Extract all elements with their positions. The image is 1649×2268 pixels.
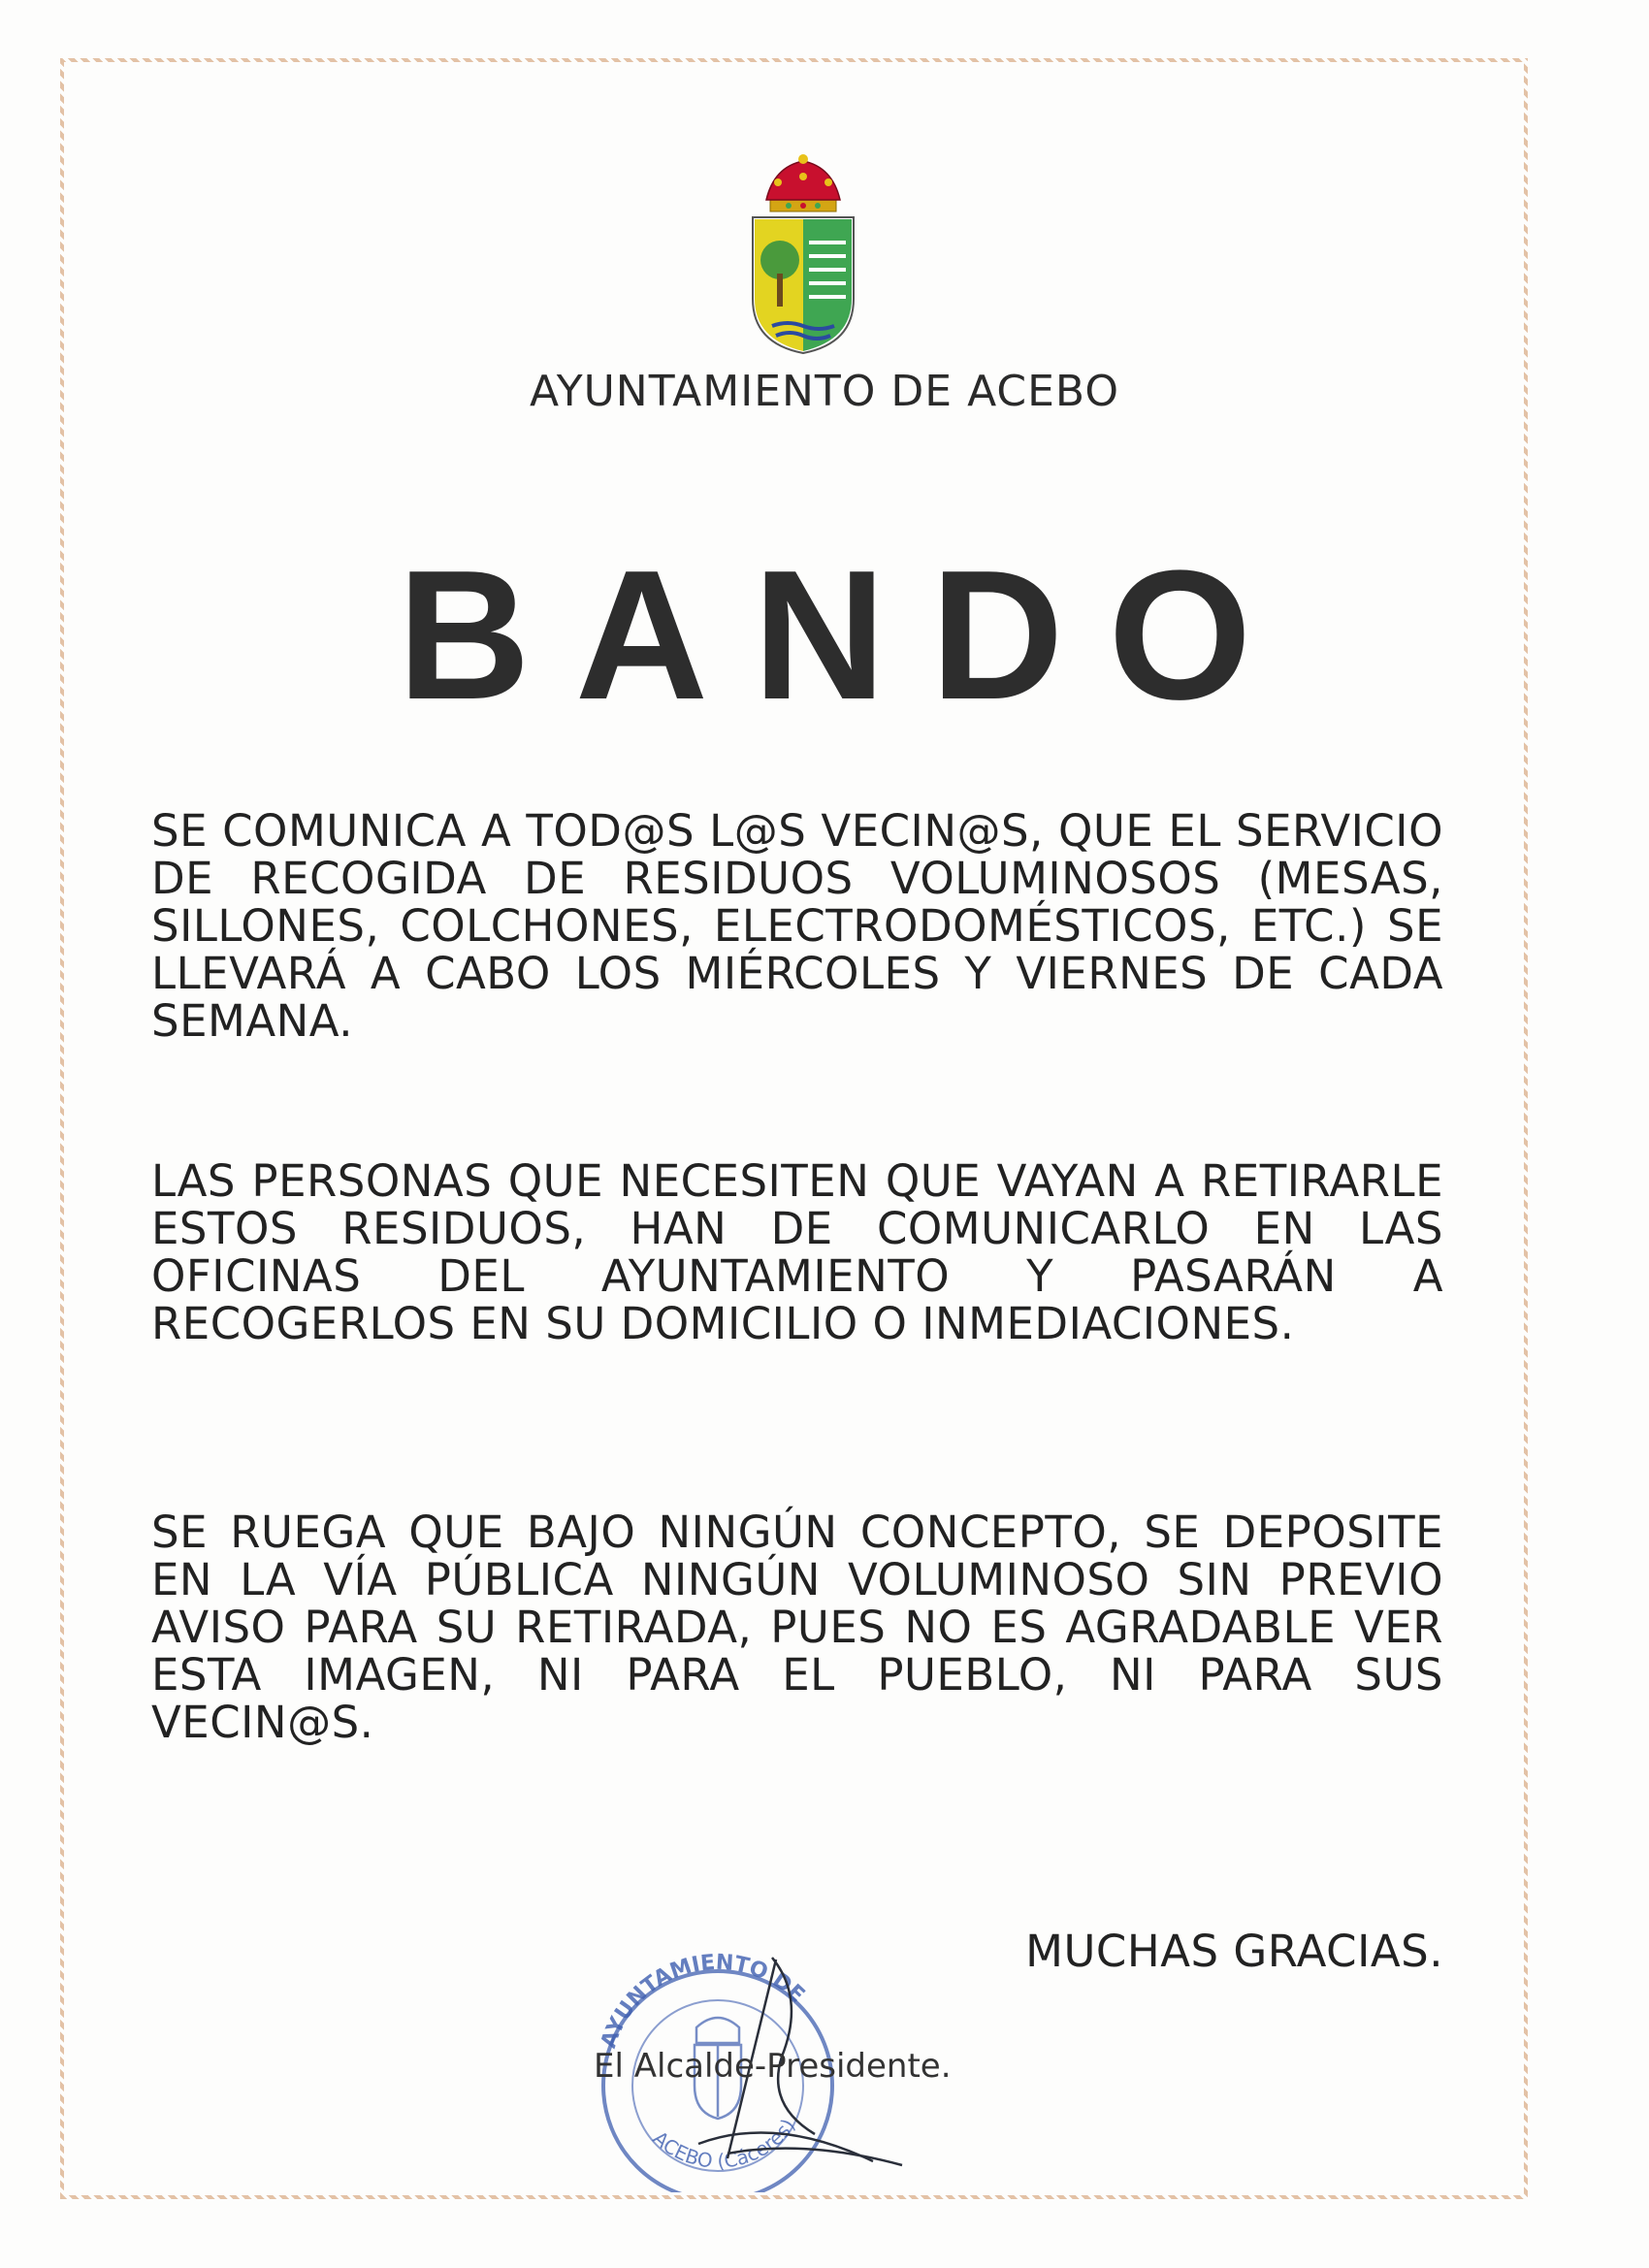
closing-text: MUCHAS GRACIAS. bbox=[1025, 1926, 1443, 1977]
paragraph-announcement: SE COMUNICA A TOD@S L@S VECIN@S, QUE EL SERVICIO DE RECOGIDA DE RESIDUOS VOLUMINOSOS (MESAS, SILLONES, COLCHONES, ELECTRODOMÉSTICOS, ETC.) SE LLEVARÁ A CABO LOS MIÉRCOLES Y VIERNES DE CADA SEMANA. bbox=[151, 805, 1443, 1047]
paragraph-request: SE RUEGA QUE BAJO NINGÚN CONCEPTO, SE DEPOSITE EN LA VÍA PÚBLICA NINGÚN VOLUMINOSO SIN PREVIO AVISO PARA SU RETIRADA, PUES NO ES AGRADABLE VER ESTA IMAGEN, NI PARA EL PUEBLO, NI PARA SUS VECIN@S. bbox=[151, 1507, 1443, 1748]
paragraph-instructions: LAS PERSONAS QUE NECESITEN QUE VAYAN A RETIRARLE ESTOS RESIDUOS, HAN DE COMUNICARLO EN LAS OFICINAS DEL AYUNTAMIENTO Y PASARÁN A RECOGERLOS EN SU DOMICILIO O INMEDIACIONES. bbox=[151, 1155, 1443, 1349]
signer-title: El Alcalde-Presidente. bbox=[594, 2047, 952, 2086]
crown-icon bbox=[766, 154, 840, 211]
page-title: BANDO bbox=[397, 533, 1297, 738]
stamp-text-bottom: ACEBO (Cáceres) bbox=[648, 2114, 800, 2173]
shield-icon bbox=[753, 217, 854, 353]
svg-text:ACEBO (Cáceres) bbox=[649, 2115, 800, 2173]
municipality-name: AYUNTAMIENTO DE ACEBO bbox=[530, 367, 1119, 416]
coat-of-arms-logo bbox=[745, 153, 861, 357]
stamp-text-top: AYUNTAMIENTO DE bbox=[597, 1950, 810, 2052]
